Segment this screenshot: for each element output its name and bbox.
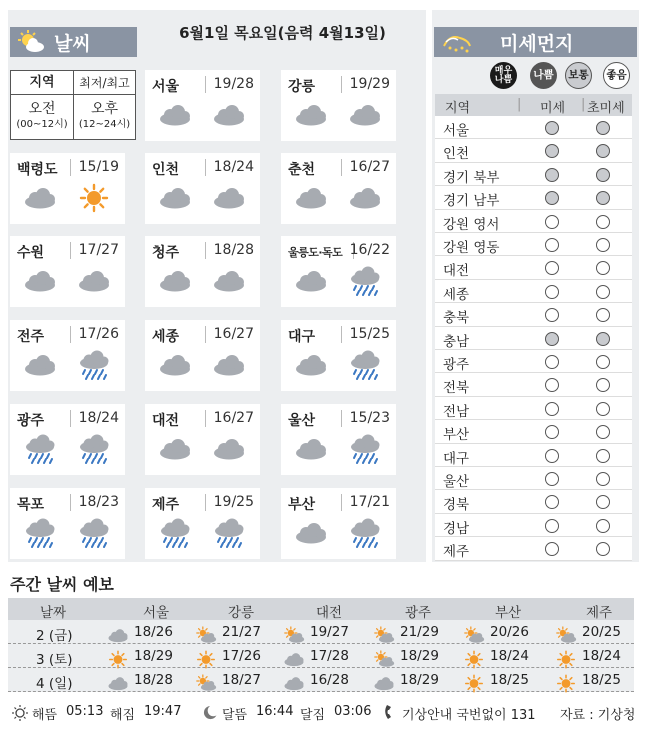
cloud-icon	[293, 183, 329, 213]
dust-pm10-dot	[545, 378, 559, 392]
dust-pm10-dot	[545, 238, 559, 252]
weekly-temp: 18/28	[134, 672, 173, 688]
cloud-icon	[22, 350, 58, 380]
dust-pm25-dot	[596, 121, 610, 135]
dust-icon	[440, 30, 474, 54]
city-name: 춘천	[288, 162, 316, 178]
dust-pm25-dot	[596, 402, 610, 416]
dust-row	[435, 373, 632, 396]
weekly-date: 3 (토)	[36, 652, 73, 668]
dust-row	[435, 139, 632, 162]
city-temp: 16/22	[349, 242, 390, 258]
weekly-header	[8, 598, 634, 620]
cloud-icon	[211, 266, 247, 296]
cloud-icon	[211, 100, 247, 130]
city-name: 백령도	[17, 162, 58, 178]
city-name: 서울	[152, 79, 180, 95]
city-temp: 15/25	[349, 326, 390, 342]
city-name: 광주	[17, 413, 45, 429]
dust-region: 충남	[443, 333, 470, 350]
cloud-icon	[293, 350, 329, 380]
moonrise-time: 16:44	[256, 704, 294, 719]
dust-region: 대전	[443, 263, 470, 280]
dust-pm25-dot	[596, 191, 610, 205]
rain-icon	[22, 434, 58, 464]
city-temp: 19/25	[213, 494, 254, 510]
city-temp: 15/23	[349, 410, 390, 426]
dust-col-pm10: 미세	[540, 101, 566, 116]
sunrise-time: 05:13	[66, 704, 104, 719]
dust-region: 강원 영서	[443, 216, 500, 233]
dust-pm25-dot	[596, 542, 610, 556]
dust-pm10-dot	[545, 425, 559, 439]
cloud-icon	[293, 518, 329, 548]
dust-level-normal: 보통	[565, 62, 592, 89]
dust-pm10-dot	[545, 449, 559, 463]
dust-region: 울산	[443, 474, 470, 490]
weekly-temp: 17/26	[222, 648, 261, 664]
dust-region: 전북	[443, 380, 470, 397]
city-card	[10, 488, 125, 559]
dust-region: 광주	[443, 357, 470, 373]
dust-region: 제주	[443, 544, 470, 561]
cloud-icon	[347, 183, 383, 213]
dust-region: 충북	[443, 310, 470, 327]
dust-pm10-dot	[545, 168, 559, 182]
dust-pm25-dot	[596, 285, 610, 299]
weekly-temp: 17/28	[310, 648, 349, 664]
city-name: 대구	[288, 329, 316, 345]
city-card	[10, 153, 125, 224]
dust-pm10-dot	[545, 332, 559, 346]
weekly-temp: 21/27	[222, 624, 261, 640]
rain-icon	[347, 350, 383, 380]
weekly-temp: 21/29	[400, 624, 439, 640]
legend-am: 오전	[28, 101, 56, 117]
dust-row	[435, 233, 632, 256]
city-card	[281, 488, 396, 559]
dust-region: 서울	[443, 123, 470, 139]
city-card	[145, 404, 260, 475]
dust-row	[435, 490, 632, 513]
weekly-temp: 18/24	[582, 648, 621, 664]
dust-row	[435, 514, 632, 537]
sun-cloud-icon	[16, 30, 46, 54]
dust-pm25-dot	[596, 261, 610, 275]
dust-pm25-dot	[596, 238, 610, 252]
dust-row	[435, 350, 632, 373]
dust-row	[435, 256, 632, 279]
dust-row	[435, 467, 632, 490]
rain-icon	[347, 434, 383, 464]
cloud-icon	[157, 434, 193, 464]
city-temp: 16/27	[213, 410, 254, 426]
dust-region: 세종	[443, 286, 470, 303]
weather-phone-info: 기상안내 국번없이 131	[402, 708, 536, 723]
dust-table	[435, 94, 632, 560]
cloud-icon	[293, 266, 329, 296]
dust-pm10-dot	[545, 495, 559, 509]
phone-icon	[383, 704, 397, 720]
city-card	[10, 236, 125, 307]
weekly-temp: 18/25	[582, 672, 621, 688]
dust-region: 전남	[443, 403, 470, 420]
dust-pm25-dot	[596, 144, 610, 158]
legend-am-sub: (00~12시)	[16, 119, 68, 130]
legend-region: 지역	[29, 75, 55, 90]
dust-pm10-dot	[545, 215, 559, 229]
city-card	[10, 404, 125, 475]
dust-pm25-dot	[596, 168, 610, 182]
city-name: 전주	[17, 329, 45, 345]
city-name: 강릉	[288, 79, 316, 95]
dust-pm25-dot	[596, 472, 610, 486]
weekly-temp: 20/25	[582, 624, 621, 640]
dust-pm25-dot	[596, 519, 610, 533]
dust-region: 부산	[443, 427, 470, 444]
weekly-temp: 18/25	[490, 672, 529, 688]
rain-icon	[76, 518, 112, 548]
rain-icon	[211, 518, 247, 548]
sunset-label: 해짐	[110, 708, 136, 723]
cloud-icon	[293, 434, 329, 464]
dust-region: 인천	[443, 146, 470, 163]
city-card	[281, 404, 396, 475]
weekly-table	[8, 598, 634, 692]
dust-region: 강원 영동	[443, 240, 500, 256]
weekly-col-city: 강릉	[228, 605, 255, 621]
moon-icon	[203, 705, 218, 720]
city-name: 부산	[288, 497, 316, 513]
dust-pm10-dot	[545, 542, 559, 556]
city-name: 세종	[152, 329, 180, 345]
dust-row	[435, 163, 632, 186]
sunset-time: 19:47	[144, 704, 182, 719]
cloud-icon	[211, 183, 247, 213]
city-name: 울산	[288, 413, 316, 429]
dust-pm10-dot	[545, 191, 559, 205]
dust-row	[435, 327, 632, 350]
city-name: 수원	[17, 245, 45, 261]
cloud-icon	[22, 266, 58, 296]
weekly-temp: 18/29	[134, 648, 173, 664]
dust-row	[435, 210, 632, 233]
dust-pm10-dot	[545, 285, 559, 299]
cloud-icon	[157, 183, 193, 213]
sunrise-icon	[12, 705, 28, 721]
cloud-icon	[211, 434, 247, 464]
weekly-temp: 18/27	[222, 672, 261, 688]
weekly-date: 2 (금)	[36, 628, 73, 644]
weekly-col-city: 서울	[143, 605, 170, 621]
city-temp: 16/27	[349, 159, 390, 175]
moonset-time: 03:06	[334, 704, 372, 719]
dust-row	[435, 116, 632, 139]
rain-icon	[76, 350, 112, 380]
city-temp: 19/29	[349, 76, 390, 92]
dust-row	[435, 420, 632, 443]
weekly-temp: 19/27	[310, 624, 349, 640]
dust-level-bad: 나쁨	[530, 62, 557, 89]
dust-pm25-dot	[596, 308, 610, 322]
dust-pm25-dot	[596, 378, 610, 392]
dust-pm25-dot	[596, 449, 610, 463]
weekly-col-city: 광주	[405, 605, 432, 621]
city-name: 청주	[152, 245, 180, 261]
weekly-temp: 18/24	[490, 648, 529, 664]
dust-row	[435, 397, 632, 420]
dust-table-header: 지역 | 미세 | 초미세	[435, 94, 632, 116]
dust-pm10-dot	[545, 308, 559, 322]
city-temp: 15/19	[78, 159, 119, 175]
city-name: 제주	[152, 497, 180, 513]
dust-pm10-dot	[545, 402, 559, 416]
weekly-col-city: 제주	[586, 605, 613, 621]
weekly-col-city: 대전	[316, 605, 343, 621]
dust-row	[435, 303, 632, 326]
city-card	[281, 70, 396, 141]
city-name: 대전	[152, 413, 180, 429]
dust-level-good: 좋음	[603, 62, 630, 89]
city-temp: 17/21	[349, 494, 390, 510]
weekly-title: 주간 날씨 예보	[10, 575, 114, 594]
weekly-temp: 18/29	[400, 648, 439, 664]
dust-pm25-dot	[596, 332, 610, 346]
dust-row	[435, 280, 632, 303]
weekly-temp: 16/28	[310, 672, 349, 688]
dust-header	[434, 27, 637, 57]
dust-pm10-dot	[545, 472, 559, 486]
city-card	[10, 320, 125, 391]
date-label: 6월1일 목요일(음력 4월13일)	[179, 24, 386, 42]
dust-pm25-dot	[596, 495, 610, 509]
dust-pm10-dot	[545, 121, 559, 135]
city-temp: 18/24	[213, 159, 254, 175]
dust-row	[435, 186, 632, 209]
cloud-icon	[293, 100, 329, 130]
city-name: 울릉도·독도	[288, 246, 343, 259]
weekly-col-date: 날짜	[40, 605, 67, 621]
moonset-label: 달짐	[300, 708, 326, 723]
cloud-icon	[157, 266, 193, 296]
rain-icon	[347, 266, 383, 296]
city-card	[145, 236, 260, 307]
sunrise-label: 해뜸	[32, 708, 58, 723]
city-temp: 16/27	[213, 326, 254, 342]
legend-minmax: 최저/최고	[79, 76, 130, 90]
city-temp: 17/26	[78, 326, 119, 342]
weekly-row	[8, 620, 634, 644]
cloud-icon	[22, 183, 58, 213]
cloud-icon	[157, 350, 193, 380]
legend-box	[10, 70, 136, 140]
city-temp: 18/24	[78, 410, 119, 426]
city-temp: 17/27	[78, 242, 119, 258]
city-card	[145, 153, 260, 224]
weather-header	[10, 27, 137, 57]
weekly-date: 4 (일)	[36, 676, 73, 692]
data-source: 자료 : 기상청	[560, 708, 636, 723]
weekly-temp: 20/26	[490, 624, 529, 640]
dust-pm25-dot	[596, 215, 610, 229]
city-card	[281, 320, 396, 391]
weather-title: 날씨	[54, 32, 91, 55]
rain-icon	[157, 518, 193, 548]
legend-pm: 오후	[90, 101, 119, 117]
dust-row	[435, 537, 632, 560]
dust-pm10-dot	[545, 519, 559, 533]
city-temp: 18/23	[78, 494, 119, 510]
city-card	[281, 153, 396, 224]
legend-pm-sub: (12~24시)	[78, 119, 131, 130]
city-card	[281, 236, 396, 307]
dust-pm25-dot	[596, 425, 610, 439]
dust-col-region: 지역	[445, 101, 471, 116]
cloud-icon	[157, 100, 193, 130]
weekly-temp: 18/29	[400, 672, 439, 688]
dust-region: 대구	[443, 450, 470, 467]
rain-icon	[22, 518, 58, 548]
moonrise-label: 달뜸	[222, 708, 248, 723]
weekly-row	[8, 668, 634, 692]
dust-title: 미세먼지	[500, 32, 574, 55]
city-card	[145, 70, 260, 141]
dust-level-very-bad: 매우 나쁨	[490, 62, 517, 89]
dust-region: 경기 북부	[443, 169, 500, 186]
dust-pm10-dot	[545, 261, 559, 275]
weekly-col-city: 부산	[495, 605, 522, 621]
dust-pm25-dot	[596, 355, 610, 369]
sun-icon	[76, 183, 112, 213]
dust-region: 경북	[443, 497, 470, 514]
city-name: 인천	[152, 162, 180, 178]
city-card	[145, 488, 260, 559]
dust-region: 경기 남부	[443, 193, 500, 210]
rain-icon	[76, 434, 112, 464]
cloud-icon	[76, 266, 112, 296]
weekly-row	[8, 644, 634, 668]
city-name: 목포	[17, 497, 45, 513]
city-card	[145, 320, 260, 391]
dust-region: 경남	[443, 520, 470, 537]
city-temp: 18/28	[213, 242, 254, 258]
rain-icon	[347, 518, 383, 548]
dust-pm10-dot	[545, 144, 559, 158]
cloud-icon	[211, 350, 247, 380]
dust-col-pm25: 초미세	[587, 101, 625, 116]
city-temp: 19/28	[213, 76, 254, 92]
weekly-temp: 18/26	[134, 624, 173, 640]
dust-row	[435, 444, 632, 467]
cloud-icon	[347, 100, 383, 130]
dust-pm10-dot	[545, 355, 559, 369]
